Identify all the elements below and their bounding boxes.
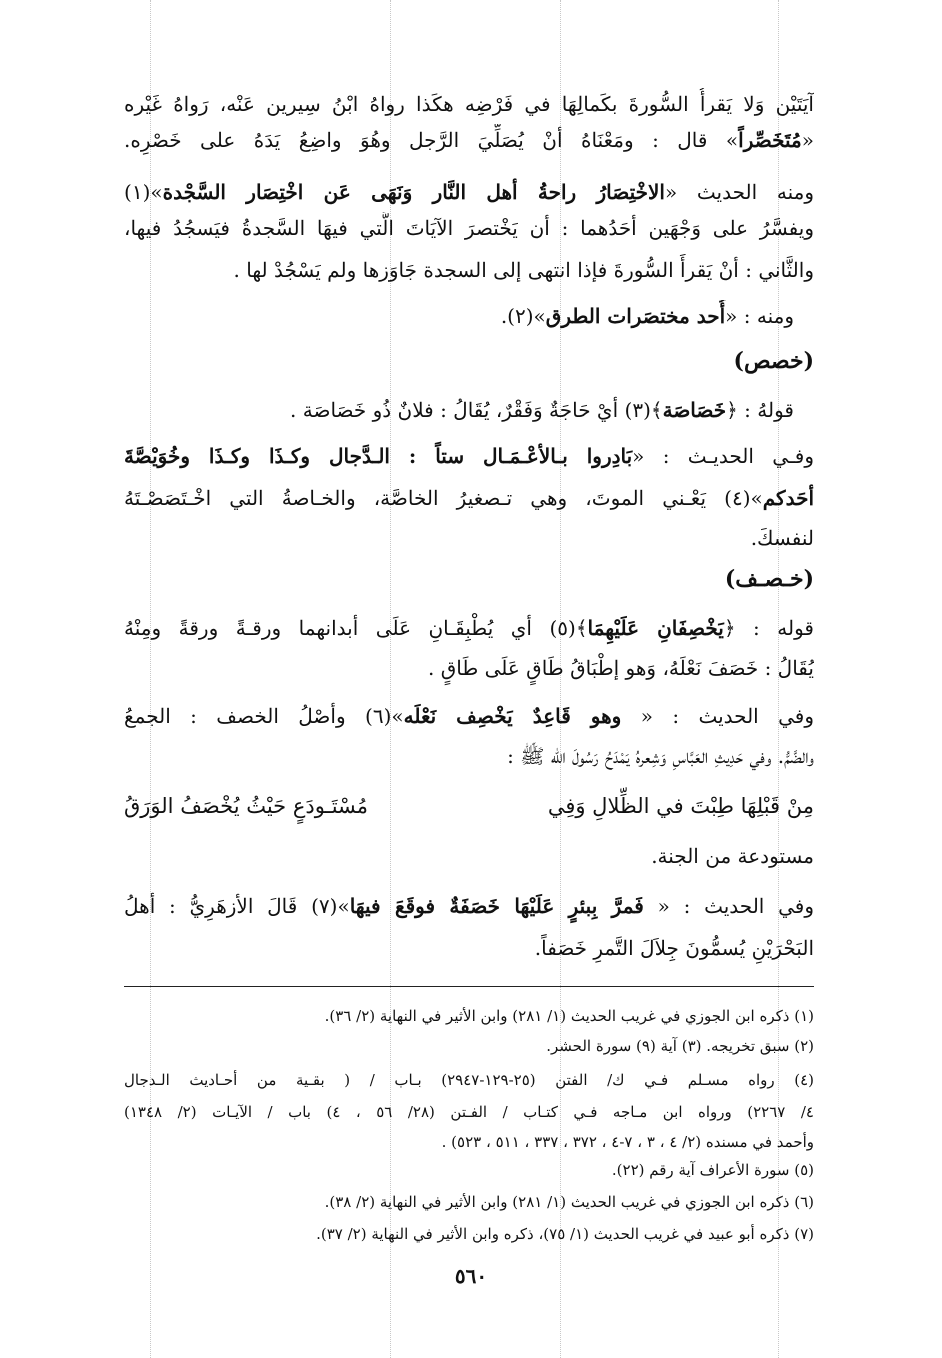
text-line: ومنه الحديث «الاخْتِصَارُ راحةُ أهل النَّار وَنَهَى عَن اخْتِصَار السَّجْدة»(١) — [124, 180, 814, 204]
text-line: البَحْرَيْنِ يُسمُّونَ جِلاَلَ التَّمرِ خَصَفاً. — [534, 936, 814, 960]
page-number: ٥٦٠ — [454, 1264, 488, 1288]
text-line: آيَتَيْن وَلا يَقرأُ السُّورةَ بكَمالِهَا في فَرْضِه هكَذا رواهُ ابْنُ سِيرين عَنْه، رَواهُ غَيْره — [124, 92, 814, 116]
text-line: يُقَالُ : خَصَفَ نَعْلَهُ، وَهو إطْبَاقُ طَاقٍ عَلَى طَاقٍ . — [428, 656, 814, 680]
text-line: وفي الحديث : « وهو قَاعِدٌ يَخْصِف نَعْلَه»(٦) وأصْلُ الخصف : الجمعُ — [124, 704, 814, 728]
footnote: (٤) رواه مسـلم فـي ك/ الفتن (٢٥-١٢٩-٢٩٤٧) بـاب / ( بقـية من أحـاديث الـدجال — [124, 1071, 814, 1089]
text-line: والثَّاني : أنْ يَقرأَ السُّورةَ فإذا انتهى إلى السجدة جَاوَزها ولم يَسْجُدْ لها . — [233, 258, 814, 282]
text-line: «مُتَخَصِّراً» قال : ومَعْنَاهُ أنْ يُصَلِّيَ الرَّجل وهُوَ واضِعُ يَدَهُ على خَصْرِه. — [124, 128, 814, 152]
verse-hemistich-left: مُسْتَـودَعٍ حَيْثُ يُخْصَفُ الوَرَقُ — [124, 794, 369, 818]
text-line: قولهُ : ﴿خَصَاصَة﴾(٣) أيْ حَاجَةٌ وَفَقْرٌ، يُقَالُ : فلانٌ ذُو خَصَاصَة . — [290, 398, 794, 422]
section-heading: (خصص) — [733, 348, 814, 374]
text-line: وفي الحديث : « فَمرَّ بِبئرٍ عَلَيْهَا خَصَفَةٌ فوقَعَ فيهَا»(٧) قَالَ الأزهَرِيُّ : أهلُ — [124, 894, 814, 918]
text-line: لنفسكَ. — [750, 526, 814, 550]
text-line: مستودعة من الجنة. — [651, 844, 814, 868]
footnote: ٤/ ٢٢٦٧) ورواه ابن مـاجه فـي كتـاب / الفـتن (٢٨/ ٥٦ ، ٤) باب / الآيـات (٢/ ١٣٤٨) — [124, 1103, 814, 1121]
text-line: أحَدكم»(٤) يَعْـني الموتَ، وهي تـصغيرُ الخاصَّة، والخـاصةُ التي اخْـتَصَصْـتَهُ — [124, 486, 814, 510]
footnote: (٢) سبق تخريجه. (٣) آية (٩) سورة الحشر. — [546, 1037, 814, 1055]
footnote: (٦) ذكره ابن الجوزي في غريب الحديث (١/ ٢٨١) وابن الأثير في النهاية (٢/ ٣٨). — [324, 1193, 814, 1211]
footnote: (٥) سورة الأعراف آية رقم (٢٢). — [611, 1161, 814, 1179]
section-heading: (خـصـف) — [724, 566, 814, 592]
footnote-separator — [124, 986, 814, 987]
footnote: (٧) ذكره أبو عبيد في غريب الحديث (١/ ٧٥)، ذكره وابن الأثير في النهاية (٢/ ٣٧). — [316, 1225, 814, 1243]
text-line: ومنه : «أُحد مختصَرات الطرق»(٢). — [500, 304, 794, 328]
text-line: قوله : ﴿يَخْصِفَانِ عَلَيْهِمَا﴾(٥) أي يُطْبِقَـانِ عَلَى أبدانهما ورقـةً ورقةً ومِنْهُ — [124, 616, 814, 640]
footnote: (١) ذكره ابن الجوزي في غريب الحديث (١/ ٢٨١) وابن الأثير في النهاية (٢/ ٣٦). — [324, 1007, 814, 1025]
footnote: وأحمد في مسنده (٢/ ٤ ، ٣ ، ٧-٤ ، ٣٧٢ ، ٣٣٧ ، ٥١١ ، ٥٢٣) . — [441, 1133, 814, 1151]
verse-hemistich-right: مِنْ قَبْلِهَا طِبْتَ في الظِّلالِ وَفِي — [547, 794, 814, 818]
text-line: ويفسَّرُ على وَجْهَين أحَدُهما : أن يَخْتصرَ الآيَاتَ الَّتي فيهَا السَّجدةُ فيَسجُدُ فيها، — [124, 216, 814, 240]
text-line: وفـي الحديـث : «بَادِروا بـالأعْـمَـال ستاً : الـدَّجال وكـذَا وكـذَا وخُوَيْصَّةَ — [124, 444, 814, 468]
text-line: والضَّمُّ. وفي حَدِيثِ العَبَّاسِ وَشِعرهُ يَمْدَحُ رَسُولَ الله ﷺ : — [507, 744, 814, 768]
